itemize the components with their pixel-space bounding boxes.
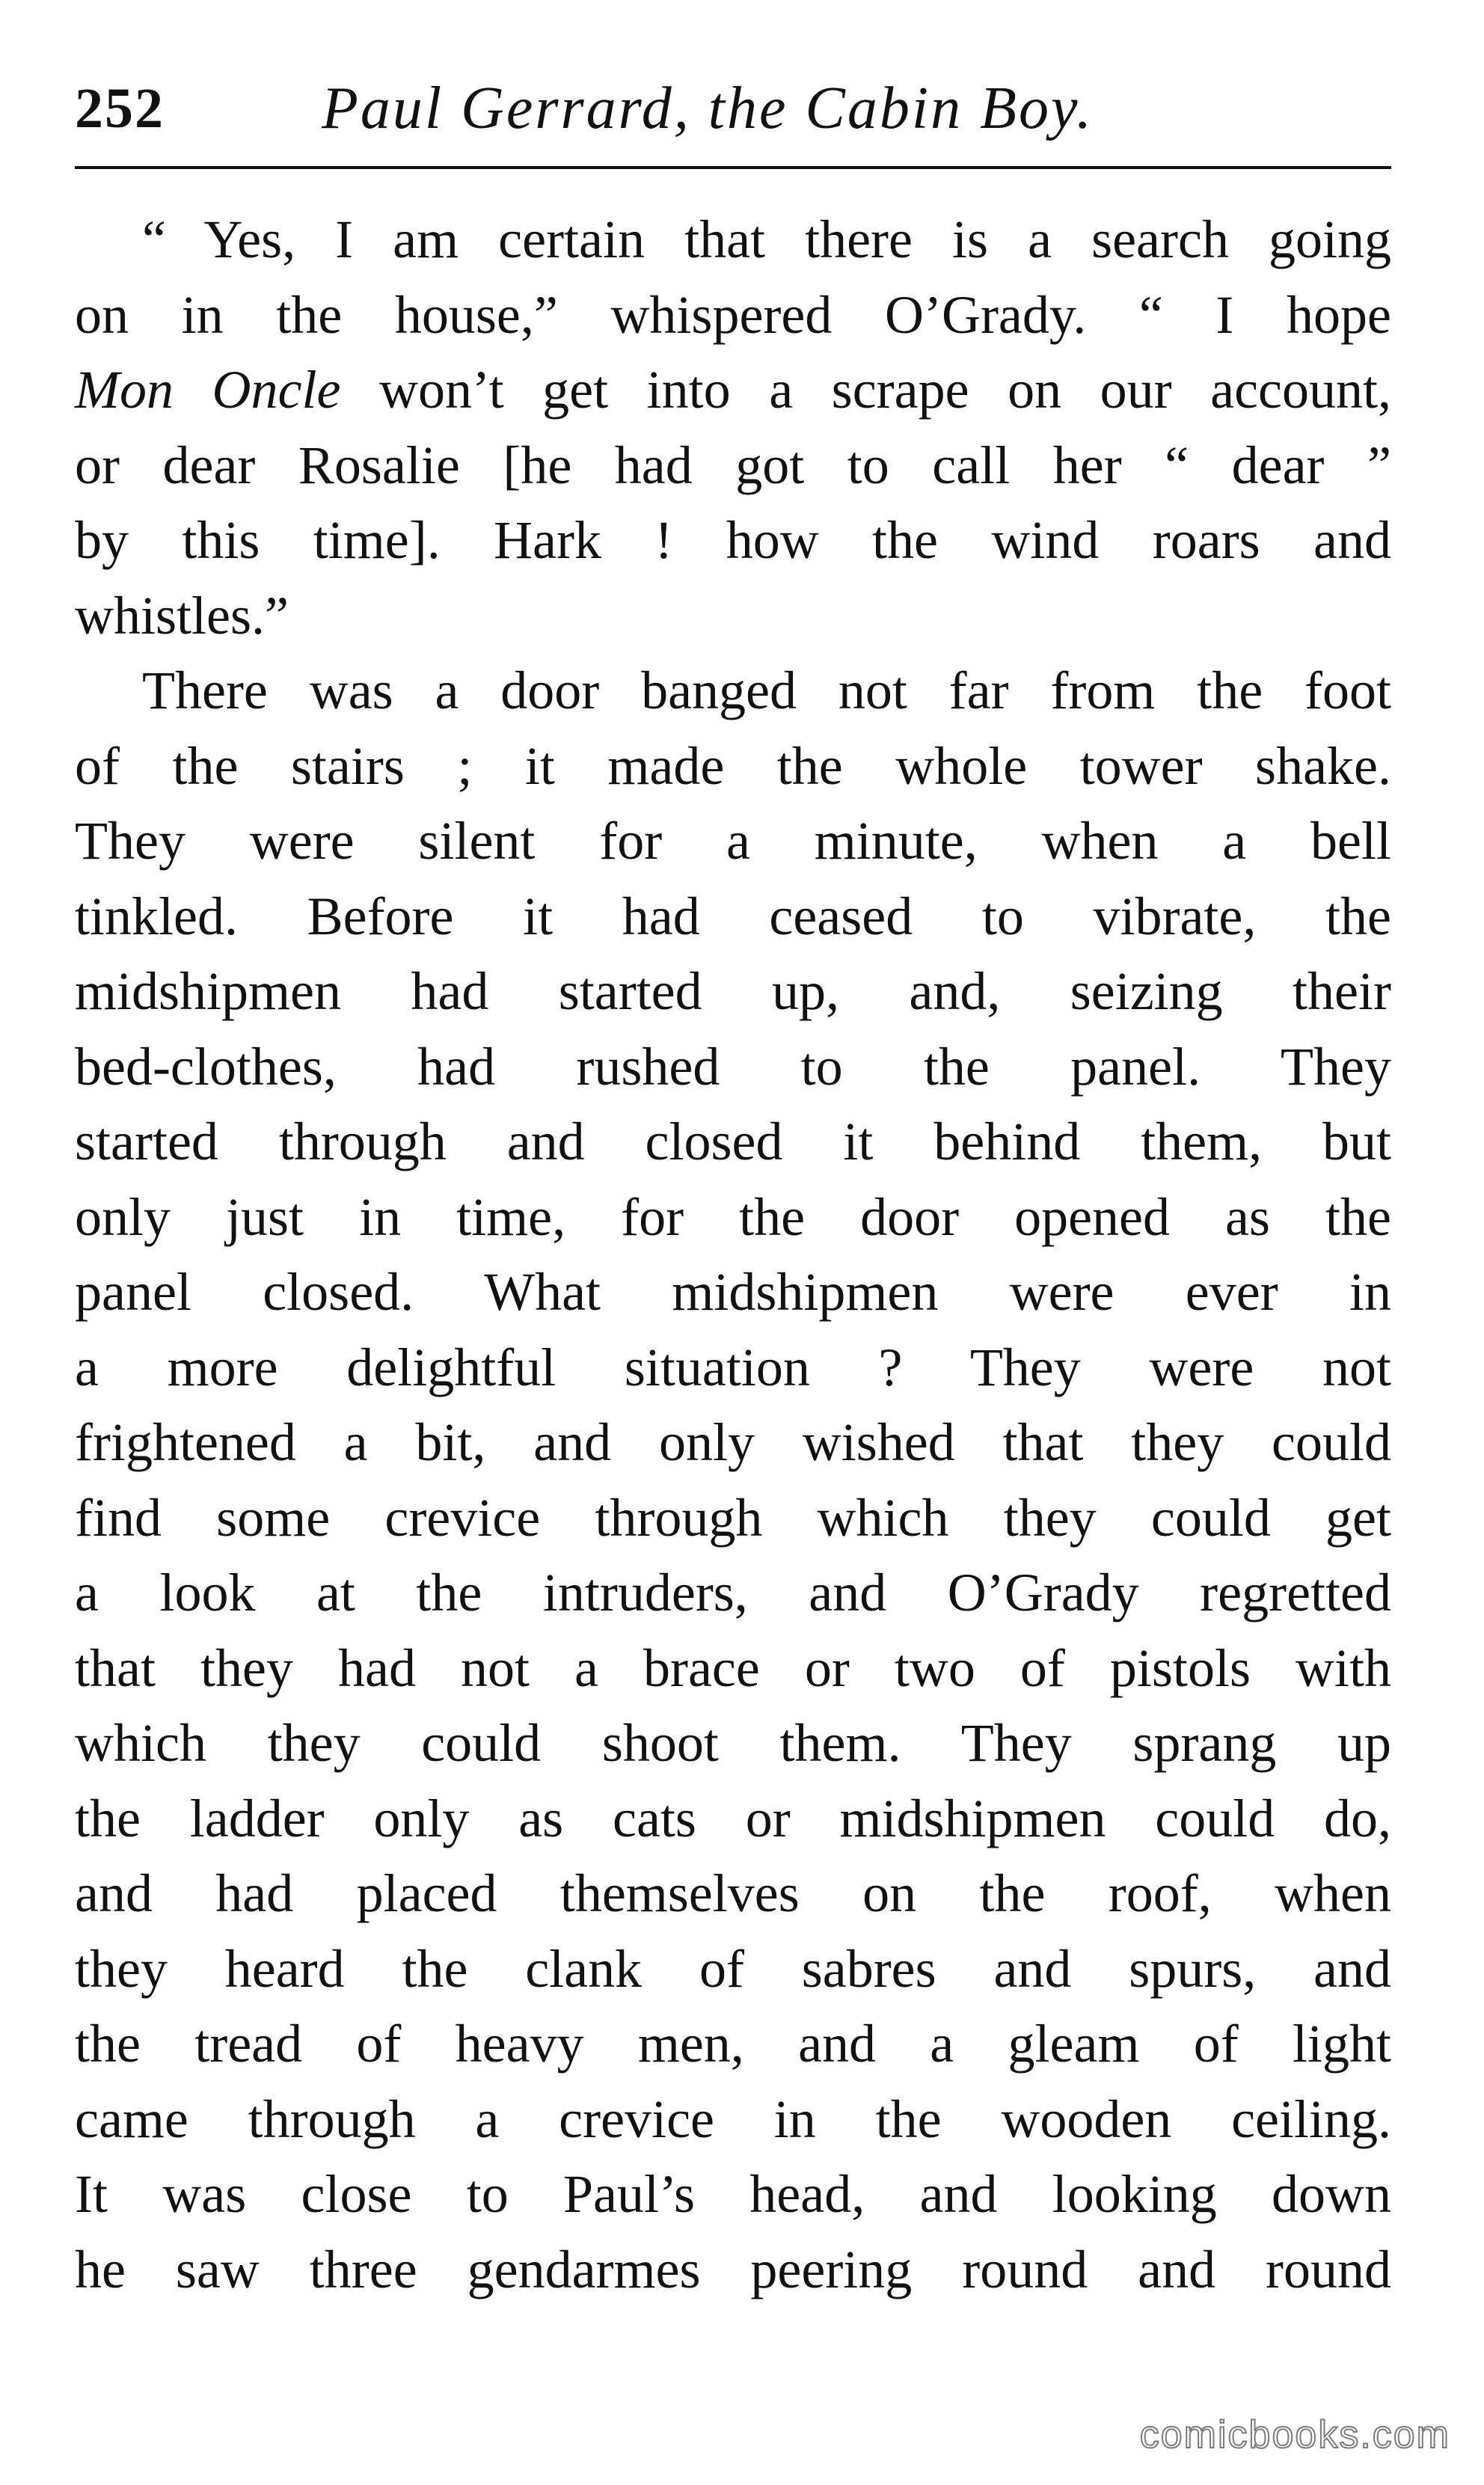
watermark: comicbooks.com	[1139, 2413, 1450, 2457]
text-line: a more delightful situation ? They were not	[75, 1337, 1391, 1397]
text-line: came through a crevice in the wooden ceiling.	[75, 2089, 1391, 2149]
text-line: he saw three gendarmes peering round and round	[75, 2239, 1391, 2299]
text-line: a look at the intruders, and O’Grady regretted	[75, 1563, 1391, 1623]
text-line: frightened a bit, and only wished that they could	[75, 1412, 1391, 1472]
line-remainder: won’t get into a scrape on our account,	[340, 360, 1391, 420]
text-line: They were silent for a minute, when a bell	[75, 811, 1391, 871]
text-line: panel closed. What midshipmen were ever in	[75, 1262, 1391, 1322]
text-line: midshipmen had started up, and, seizing their	[75, 961, 1391, 1021]
running-title: Paul Gerrard, the Cabin Boy.	[322, 76, 1094, 141]
text-line: whistles.”	[75, 585, 289, 646]
text-line: of the stairs ; it made the whole tower shake.	[75, 735, 1391, 796]
header-rule	[75, 166, 1391, 169]
text-line: that they had not a brace or two of pistols with	[75, 1637, 1391, 1698]
text-line: or dear Rosalie [he had got to call her “ dear ”	[75, 435, 1391, 495]
text-line: and had placed themselves on the roof, when	[75, 1863, 1391, 1923]
text-line: on in the house,” whispered O’Grady. “ I hope	[75, 284, 1391, 345]
text-line: started through and closed it behind them, but	[75, 1112, 1391, 1171]
text-line-italic-phrase	[75, 352, 1391, 428]
text-line: the tread of heavy men, and a gleam of light	[75, 2014, 1391, 2074]
text-line: the ladder only as cats or midshipmen could do,	[75, 1788, 1391, 1848]
body-text	[75, 202, 1391, 2307]
text-line: by this time]. Hark ! how the wind roars and	[75, 510, 1391, 570]
page-number: 252	[75, 77, 165, 140]
text-line: find some crevice through which they could get	[75, 1487, 1391, 1548]
text-line: only just in time, for the door opened as the	[75, 1186, 1391, 1247]
italic-phrase: Mon Oncle	[75, 360, 341, 420]
text-line: which they could shoot them. They sprang up	[75, 1713, 1391, 1773]
text-line: bed-clothes, had rushed to the panel. They	[75, 1036, 1391, 1097]
text-line: It was close to Paul’s head, and looking down	[75, 2164, 1391, 2224]
text-line: they heard the clank of sabres and spurs, and	[75, 1938, 1391, 1999]
page-header	[75, 67, 1391, 150]
text-line: “ Yes, I am certain that there is a search going	[142, 209, 1391, 269]
text-line: There was a door banged not far from the foot	[142, 661, 1391, 720]
text-line: tinkled. Before it had ceased to vibrate, the	[75, 886, 1391, 946]
